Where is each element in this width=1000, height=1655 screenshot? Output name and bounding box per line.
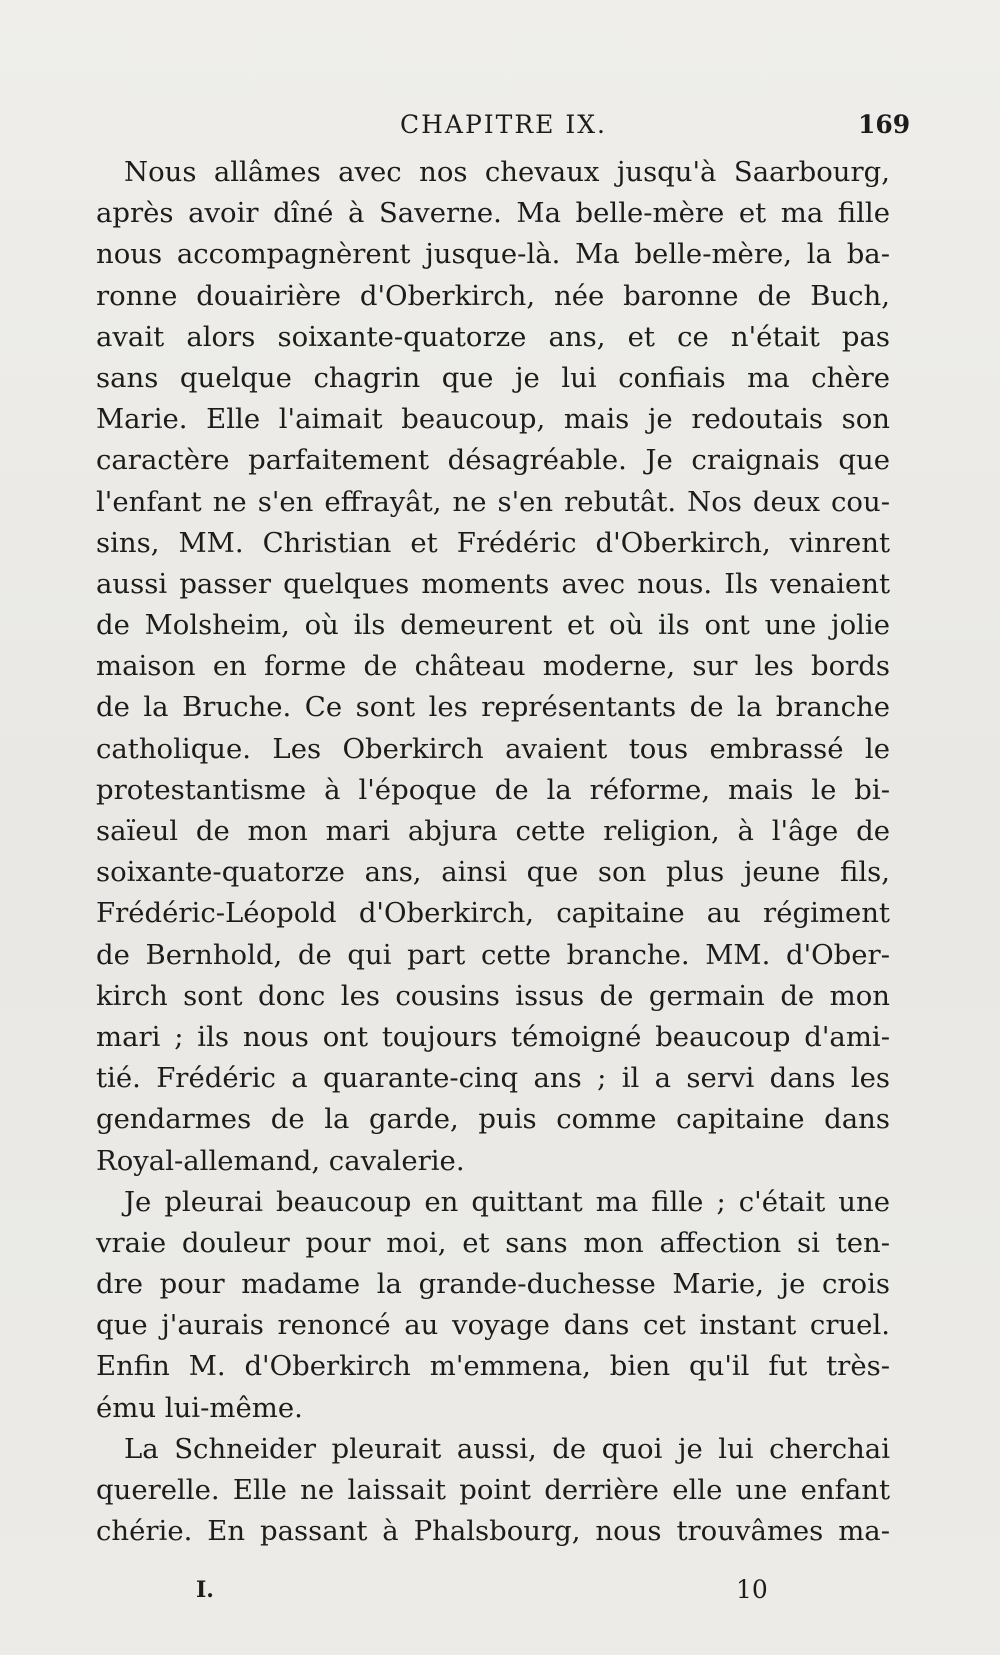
text-line: après avoir dîné à Saverne. Ma belle-mère et ma fille [96, 197, 890, 230]
text-line: mari ; ils nous ont toujours témoigné beaucoup d'ami- [96, 1020, 890, 1053]
text-line: avait alors soixante-quatorze ans, et ce n'était pas [96, 320, 890, 353]
text-line: soixante-quatorze ans, ainsi que son plus jeune fils, [96, 856, 890, 889]
text-line: dre pour madame la grande-duchesse Marie, je crois [96, 1268, 890, 1301]
text-line: de Molsheim, où ils demeurent et où ils ont une jolie [96, 609, 890, 642]
text-line: aussi passer quelques moments avec nous. Ils venaient [96, 567, 890, 600]
text-line: ému lui-même. [96, 1391, 303, 1424]
text-line: caractère parfaitement désagréable. Je craignais que [96, 444, 890, 477]
text-line: sins, MM. Christian et Frédéric d'Oberkirch, vinrent [96, 526, 890, 559]
text-line: vraie douleur pour moi, et sans mon affection si ten- [96, 1226, 890, 1259]
text-line: tié. Frédéric a quarante-cinq ans ; il a servi dans les [96, 1062, 890, 1095]
text-line: catholique. Les Oberkirch avaient tous embrassé le [96, 732, 890, 765]
signature-mark: I. [196, 1577, 214, 1603]
text-line: de la Bruche. Ce sont les représentants de la branche [96, 691, 890, 724]
text-line: gendarmes de la garde, puis comme capitaine dans [96, 1103, 890, 1136]
text-line: maison en forme de château moderne, sur les bords [96, 650, 890, 683]
page-number: 169 [858, 110, 911, 139]
text-line: protestantisme à l'époque de la réforme, mais le bi- [96, 773, 890, 806]
text-line: Nous allâmes avec nos chevaux jusqu'à Saarbourg, [124, 156, 890, 188]
text-line: Enfin M. d'Oberkirch m'emmena, bien qu'il fut très- [96, 1350, 890, 1383]
text-line: sans quelque chagrin que je lui confiais ma chère [96, 361, 890, 394]
text-line: La Schneider pleurait aussi, de quoi je lui cherchai [124, 1432, 890, 1465]
text-line: de Bernhold, de qui part cette branche. MM. d'Ober- [96, 938, 890, 971]
running-head [0, 108, 1000, 142]
text-line: chérie. En passant à Phalsbourg, nous trouvâmes ma- [96, 1515, 890, 1548]
text-line: ronne douairière d'Oberkirch, née baronne de Buch, [96, 279, 890, 312]
chapter-title: CHAPITRE IX. [400, 110, 607, 139]
text-line: nous accompagnèrent jusque-là. Ma belle-mère, la ba- [96, 238, 890, 271]
page-footer [0, 1572, 1000, 1608]
text-body [96, 152, 890, 1552]
text-line: Royal-allemand, cavalerie. [96, 1144, 465, 1177]
text-line: querelle. Elle ne laissait point derrière elle une enfant [96, 1474, 890, 1506]
signature-number: 10 [736, 1575, 768, 1604]
text-line: Frédéric-Léopold d'Oberkirch, capitaine au régiment [96, 897, 890, 930]
text-line: saïeul de mon mari abjura cette religion, à l'âge de [96, 815, 890, 847]
text-line: Marie. Elle l'aimait beaucoup, mais je redoutais son [96, 403, 890, 436]
text-line: kirch sont donc les cousins issus de germain de mon [96, 979, 890, 1012]
text-line: Je pleurai beaucoup en quittant ma fille ; c'était une [124, 1185, 890, 1218]
text-line: que j'aurais renoncé au voyage dans cet instant cruel. [96, 1309, 890, 1342]
text-line: l'enfant ne s'en effrayât, ne s'en rebutât. Nos deux cou- [96, 485, 890, 518]
